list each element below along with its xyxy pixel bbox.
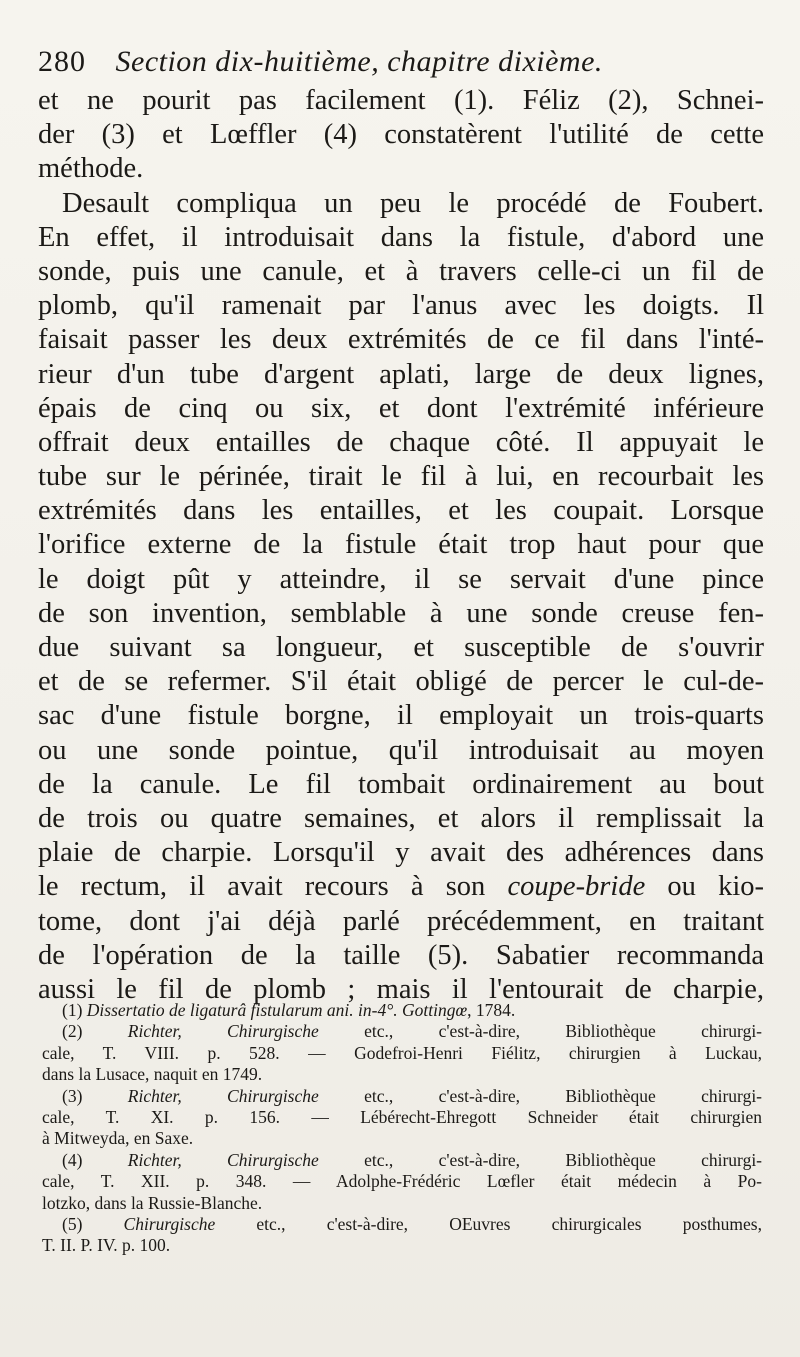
footnote-citation: Richter, Chirurgische <box>127 1085 319 1106</box>
footnote-citation: Chirurgische <box>123 1213 216 1234</box>
footnote-text: etc., c'est-à-dire, Bibliothèque chirurgi- <box>364 1021 762 1042</box>
footnote-4 <box>42 1150 762 1171</box>
footnote-text: , 1784. <box>467 1000 516 1020</box>
footnote-marker: (2) <box>62 1021 83 1042</box>
footnote-text: etc., c'est-à-dire, Bibliothèque chirurgi- <box>364 1085 762 1106</box>
text-line: sac d'une fistule borgne, il employait un trois-quarts <box>38 700 764 732</box>
footnote-line: dans la Lusace, naquit en 1749. <box>42 1064 263 1085</box>
footnote-line: cale, T. XII. p. 348. — Adolphe-Frédéric Lœfler était médecin à Po- <box>42 1171 762 1192</box>
text-line: extrémités dans les entailles, et les coupait. Lorsque <box>38 495 764 527</box>
footnote-1 <box>42 1000 762 1021</box>
text-line: aussi le fil de plomb ; mais il l'entourait de charpie, <box>38 973 764 1005</box>
footnotes <box>42 1000 762 1257</box>
running-title: Section dix-huitième, chapitre dixième. <box>115 45 603 78</box>
text-line: der (3) et Lœffler (4) constatèrent l'utilité de cette <box>38 119 764 151</box>
text-line-mixed <box>38 870 764 904</box>
text-segment: le rectum, il avait recours à son <box>38 871 486 903</box>
text-line: tube sur le périnée, tirait le fil à lui, en recourbait les <box>38 461 764 493</box>
footnote-text: etc., c'est-à-dire, OEuvres chirurgicales posthumes, <box>256 1213 762 1234</box>
text-line: due suivant sa longueur, et susceptible de s'ouvrir <box>38 632 764 663</box>
text-line: Desault compliqua un peu le procédé de Foubert. <box>62 187 764 219</box>
main-text <box>38 84 764 1007</box>
footnote-citation: Richter, Chirurgische <box>127 1021 319 1042</box>
footnote-marker: (4) <box>62 1149 83 1170</box>
footnote-marker: (1) <box>62 1000 83 1020</box>
text-line: et de se refermer. S'il était obligé de percer le cul-de- <box>38 666 764 698</box>
text-line: faisait passer les deux extrémités de ce fil dans l'inté- <box>38 324 764 356</box>
page-number: 280 <box>38 45 86 78</box>
text-line: le doigt pût y atteindre, il se servait d'une pince <box>38 563 764 595</box>
text-segment: ou kio- <box>667 871 764 903</box>
text-line: offrait deux entailles de chaque côté. Il appuyait le <box>38 426 764 458</box>
text-line: de l'opération de la taille (5). Sabatier recommanda <box>38 939 764 971</box>
text-line: tome, dont j'ai déjà parlé précédemment, en traitant <box>38 905 764 937</box>
text-line: rieur d'un tube d'argent aplati, large de deux lignes, <box>38 358 764 390</box>
footnote-line: lotzko, dans la Russie-Blanche. <box>42 1192 263 1213</box>
text-line: ou une sonde pointue, qu'il introduisait au moyen <box>38 734 764 766</box>
footnote-line: cale, T. XI. p. 156. — Lébérecht-Ehregott Schneider était chirurgien <box>42 1106 762 1127</box>
text-line: l'orifice externe de la fistule était trop haut pour que <box>38 529 764 561</box>
footnote-line: cale, T. VIII. p. 528. — Godefroi-Henri Fiélitz, chirurgien à Luckau, <box>42 1042 762 1063</box>
footnote-citation: Dissertatio de ligaturâ fistularum ani. in-4°. Gottingœ <box>86 1000 468 1020</box>
text-line: En effet, il introduisait dans la fistule, d'abord une <box>38 221 764 253</box>
text-line: plomb, qu'il ramenait par l'anus avec les doigts. Il <box>38 290 764 322</box>
page-header <box>38 42 758 82</box>
footnote-citation: Richter, Chirurgische <box>127 1149 319 1170</box>
footnote-marker: (5) <box>62 1213 83 1234</box>
text-line: épais de cinq ou six, et dont l'extrémité inférieure <box>38 392 764 424</box>
italic-term: coupe-bride <box>507 871 646 903</box>
text-line: méthode. <box>38 153 144 185</box>
text-line: de la canule. Le fil tombait ordinairement au bout <box>38 768 764 800</box>
text-line: sonde, puis une canule, et à travers celle-ci un fil de <box>38 255 764 287</box>
text-line: de trois ou quatre semaines, et alors il remplissait la <box>38 802 764 834</box>
footnote-5 <box>42 1214 762 1235</box>
footnote-text: etc., c'est-à-dire, Bibliothèque chirurgi- <box>364 1149 762 1170</box>
footnote-2 <box>42 1021 762 1042</box>
text-line: de son invention, semblable à une sonde creuse fen- <box>38 597 764 629</box>
footnote-line: T. II. P. IV. p. 100. <box>42 1235 171 1256</box>
footnote-3 <box>42 1086 762 1107</box>
text-line: et ne pourit pas facilement (1). Féliz (2), Schnei- <box>38 85 764 116</box>
text-line: plaie de charpie. Lorsqu'il y avait des adhérences dans <box>38 837 764 869</box>
footnote-line: à Mitweyda, en Saxe. <box>42 1128 194 1149</box>
footnote-marker: (3) <box>62 1085 83 1106</box>
